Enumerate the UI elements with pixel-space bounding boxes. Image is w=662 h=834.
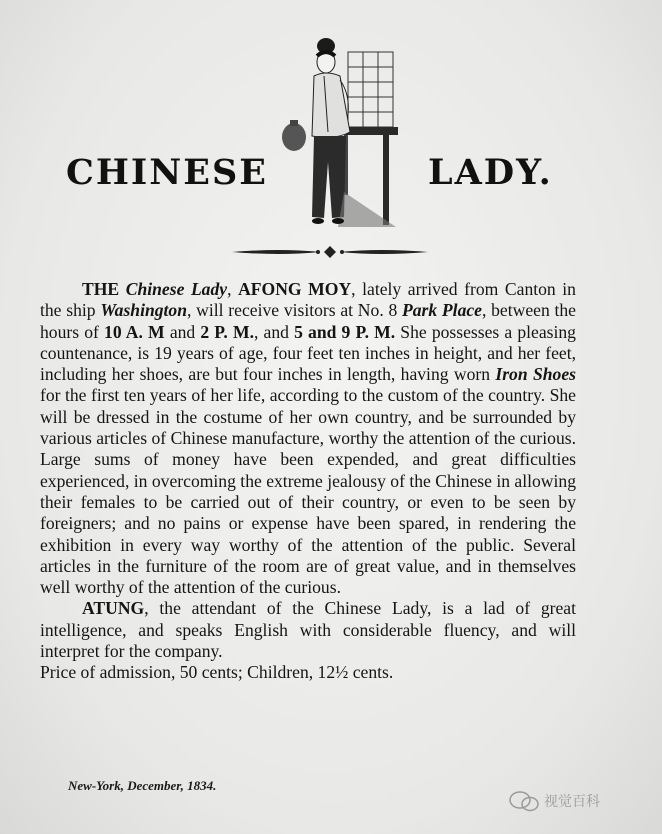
- watermark-text: 视觉百科: [544, 794, 600, 810]
- text-run: THE: [82, 279, 126, 299]
- text-run: , the attendant of the Chinese Lady, is a lad of great intelligence, and speaks English with considerable fluency, and will interpret for the company.: [40, 598, 576, 662]
- text-run: AFONG MOY: [238, 279, 352, 299]
- title-lady: LADY.: [428, 152, 553, 193]
- watermark: [508, 790, 600, 812]
- dateline: New-York, December, 1834.: [68, 778, 217, 793]
- paragraph-atung: [40, 598, 576, 662]
- text-run: ATUNG: [82, 598, 145, 619]
- text-run: for the first ten years of her life, according to the custom of the country. She will be dressed in the costume of her own country, and be surrounded by various articles of Chinese manufacture, worthy the attention of the curious. Large sums of money have been expended, and great difficulties experienced, in overcoming the extreme jealousy of the Chinese in allowing their females to be carried out of their country, or even to be seen by foreigners; and no pains or expense have been spared, in rendering the exhibition in every way worthy of the attention of the public. Several articles in the furniture of the room are of great value, and in themselves well worthy of the attention of the curious.: [40, 385, 576, 598]
- text-run: ,: [227, 279, 239, 299]
- text-run: Park Place: [402, 300, 482, 321]
- text-run: , and: [253, 321, 295, 342]
- text-run: She possesses a pleasing countenance, is 19 years of age, four feet ten inches in height, and her feet, including her shoes, are but four inches in length, having worn: [40, 321, 576, 385]
- text-run: Chinese Lady: [125, 279, 228, 299]
- text-run: 5 and 9 P. M.: [294, 321, 396, 342]
- decorative-rule: [230, 244, 430, 260]
- admission-price: Price of admission, 50 cents; Children, 12½ cents.: [40, 662, 394, 683]
- chinese-lady-illustration: [278, 32, 408, 232]
- paragraph-afong-moy: [40, 279, 576, 598]
- advertisement-body: [40, 279, 576, 684]
- text-run: and: [164, 321, 201, 342]
- text-run: , between the hours of: [40, 300, 576, 342]
- text-run: , lately arrived from Canton in the ship: [40, 279, 576, 321]
- text-run: 2 P. M.: [200, 321, 254, 342]
- wechat-logo-icon: [508, 790, 540, 812]
- text-run: 10 A. M: [104, 321, 165, 342]
- text-run: Washington: [100, 300, 188, 321]
- title-chinese: CHINESE: [66, 152, 268, 193]
- text-run: Iron Shoes: [495, 364, 576, 385]
- text-run: , will receive visitors at No. 8: [187, 300, 402, 321]
